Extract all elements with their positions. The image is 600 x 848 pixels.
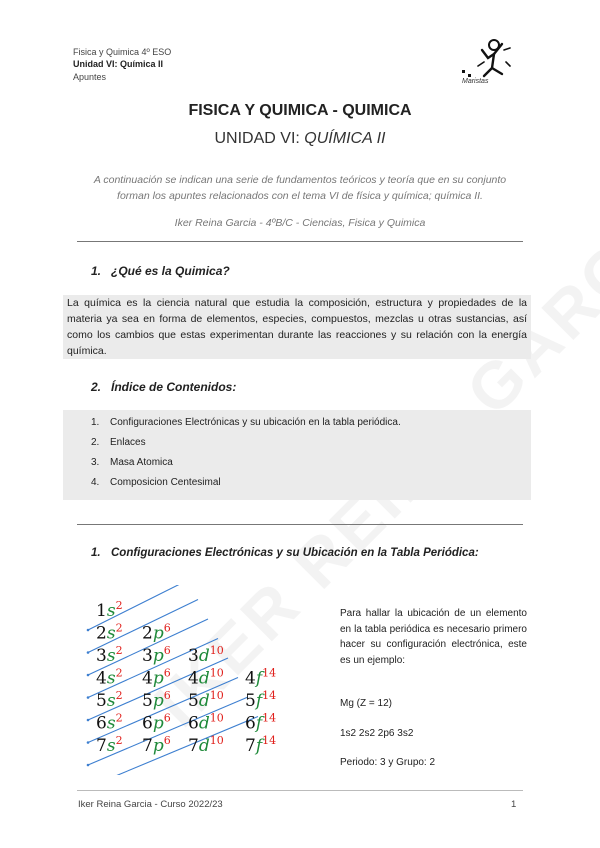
page-number: 1 — [511, 799, 517, 810]
author-line: Iker Reina Garcia - 4ºB/C - Ciencias, Fisica y Quimica — [174, 217, 426, 229]
page-title: FISICA Y QUIMICA - QUIMICA — [188, 102, 412, 119]
header-type: Apuntes — [73, 72, 107, 82]
footer-divider — [77, 790, 523, 791]
school-logo — [458, 36, 518, 90]
example-result: Periodo: 3 y Grupo: 2 — [340, 757, 436, 768]
orbital-label: $3p^6$ — [142, 644, 171, 666]
definition-paragraph: La química es la ciencia natural que estudia la composición, estructura y propiedades de la materia ya sea en forma de elementos, especies, compuestos, mezclas u otras sustancias, así como los cambios que estas experimentan durante las reacciones y su relación con la energía química. — [63, 295, 531, 359]
list-item: 1. Configuraciones Electrónicas y su ubicación en la tabla periódica. — [91, 417, 401, 428]
section-heading-quimica — [91, 264, 230, 278]
section-heading-indice — [91, 380, 236, 394]
arrow-head — [87, 696, 90, 699]
list-item: 3. Masa Atomica — [91, 457, 173, 468]
orbital-label: $7d^{10}$ — [188, 734, 224, 756]
orbital-label: $4p^6$ — [142, 666, 171, 689]
arrow-head — [87, 764, 90, 767]
list-item: 2. Enlaces — [91, 437, 146, 448]
orbital-label: $7p^6$ — [142, 734, 171, 756]
orbital-label: $4d^{10}$ — [188, 666, 224, 689]
subtitle-prefix: UNIDAD VI: — [214, 130, 305, 147]
logo-text: Maristas — [462, 78, 489, 85]
orbital-label: $6s^2$ — [96, 711, 123, 734]
header-unit: Unidad VI: Química II — [73, 59, 164, 69]
section-title: ¿Qué es la Quimica? — [111, 264, 230, 278]
section-number: 1. — [91, 264, 102, 278]
footer-author: Iker Reina Garcia - Curso 2022/23 — [78, 799, 223, 810]
orbital-label: $1s^2$ — [96, 599, 123, 621]
header-course: Fisica y Quimica 4º ESO — [73, 47, 172, 57]
orbital-label: $5f^{14}$ — [245, 689, 277, 711]
orbital-label: $6d^{10}$ — [188, 711, 224, 734]
divider — [77, 524, 523, 525]
section-title: Configuraciones Electrónicas y su Ubicación en la Tabla Periódica: — [111, 547, 479, 559]
orbital-label: $2p^6$ — [142, 621, 171, 644]
section-number: 1. — [91, 547, 101, 559]
orbital-label: $6f^{14}$ — [245, 711, 277, 734]
orbital-label: $5p^6$ — [142, 689, 171, 711]
section-title: Índice de Contenidos: — [111, 380, 237, 394]
orbital-label: $3d^{10}$ — [188, 644, 224, 666]
orbital-label: $7f^{14}$ — [245, 734, 277, 756]
list-item: 4. Composicion Centesimal — [91, 477, 221, 488]
orbital-label: $4s^2$ — [96, 666, 123, 689]
orbital-label: $5d^{10}$ — [188, 689, 224, 711]
orbital-label: $5s^2$ — [96, 689, 123, 711]
orbital-label: $3s^2$ — [96, 644, 123, 666]
orbital-label: $7s^2$ — [96, 734, 123, 756]
divider — [77, 241, 523, 242]
orbital-label: $6p^6$ — [142, 711, 171, 734]
arrow-head — [87, 719, 90, 722]
page-subtitle — [0, 130, 600, 148]
section-number: 2. — [91, 380, 102, 394]
arrow-head — [87, 741, 90, 744]
aufbau-diagram — [80, 585, 340, 775]
example-configuration: 1s2 2s2 2p6 3s2 — [340, 728, 414, 739]
intro-text: A continuación se indican una serie de fundamentos teóricos y teoría que en su conjunto forman los apuntes relacionados con el tema VI de física y química; química II. — [93, 174, 507, 202]
example-element: Mg (Z = 12) — [340, 698, 392, 709]
config-explanation: Para hallar la ubicación de un elemento en la tabla periódica es necesario primero hacer su configuración electrónica, este es un ejemplo: — [340, 608, 527, 666]
contents-list — [63, 410, 531, 500]
arrow-head — [87, 651, 90, 654]
arrow-head — [87, 629, 90, 632]
orbital-label: $4f^{14}$ — [245, 666, 277, 689]
orbital-label: $2s^2$ — [96, 621, 123, 644]
section-heading-configuraciones — [91, 547, 479, 559]
arrow-head — [87, 674, 90, 677]
subtitle-italic: QUÍMICA II — [304, 130, 386, 147]
